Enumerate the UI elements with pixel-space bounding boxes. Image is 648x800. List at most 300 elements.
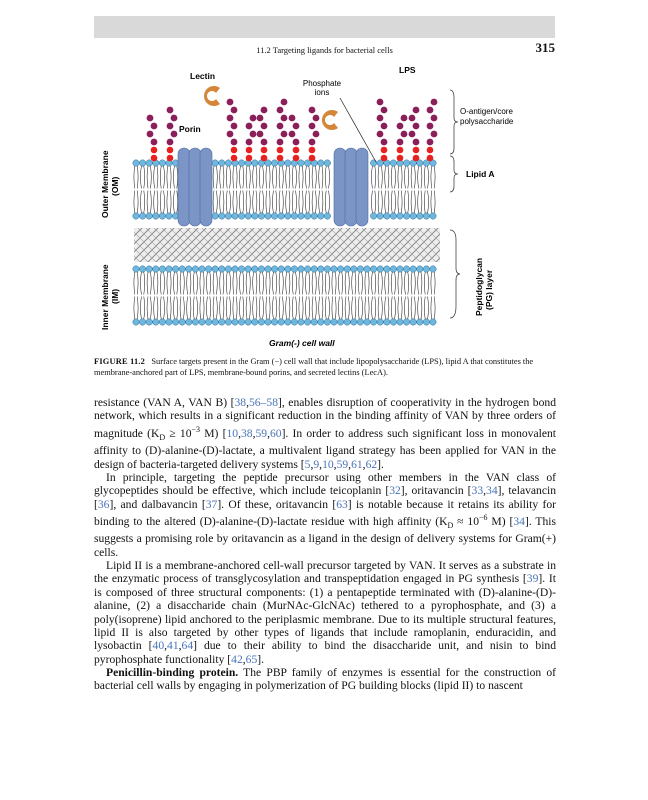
porin-barrel	[345, 148, 357, 226]
citation-link[interactable]: 37	[205, 497, 218, 511]
porin-barrel	[178, 148, 190, 226]
lipid-headgroup	[344, 266, 350, 272]
lipid-headgroup	[205, 319, 211, 325]
lipid-headgroup	[403, 266, 409, 272]
lipid-headgroup	[133, 266, 139, 272]
label-lectin: Lectin	[190, 71, 216, 81]
citation-link[interactable]: 59	[336, 457, 349, 471]
lipid-tail	[154, 297, 158, 320]
lectin-shape	[204, 86, 220, 106]
lipid-headgroup	[225, 160, 231, 166]
lipid-headgroup	[133, 319, 139, 325]
lipid-tail	[134, 191, 138, 214]
lipid-headgroup	[364, 266, 370, 272]
citation-link[interactable]: 41	[167, 639, 179, 653]
lipid-tail	[233, 191, 237, 214]
lipid-tail	[226, 272, 230, 295]
lps-sugar	[427, 139, 434, 146]
lps-sugar	[377, 99, 384, 106]
lipid-tail	[372, 272, 376, 295]
citation-link[interactable]: 39	[526, 572, 539, 586]
lipid-tail	[332, 297, 336, 320]
lipid-tail	[279, 272, 283, 295]
lipid-tail	[174, 191, 178, 214]
lipid-headgroup	[285, 266, 291, 272]
lipid-headgroup	[430, 213, 436, 219]
lps-sugar	[313, 115, 320, 122]
lipid-headgroup	[278, 266, 284, 272]
lipid-headgroup	[390, 319, 396, 325]
lipid-headgroup	[423, 213, 429, 219]
lipid-headgroup	[410, 319, 416, 325]
label-peptidoglycan: Peptidoglycan(PG) layer	[474, 257, 494, 316]
lps-sugar	[381, 123, 388, 130]
phosphate-group	[261, 147, 268, 154]
lipid-headgroup	[311, 213, 317, 219]
lps-sugar	[397, 123, 404, 130]
lipid-tail	[154, 191, 158, 214]
cell-wall-figure	[84, 62, 564, 354]
lps-sugar	[427, 123, 434, 130]
lipid-headgroup	[384, 213, 390, 219]
lipid-headgroup	[370, 160, 376, 166]
lipid-headgroup	[370, 319, 376, 325]
lps-sugar	[431, 99, 438, 106]
lipid-headgroup	[370, 213, 376, 219]
lipid-headgroup	[186, 266, 192, 272]
running-title: 11.2 Targeting ligands for bacterial cells	[256, 45, 393, 55]
porin-barrel	[356, 148, 368, 226]
lipid-headgroup	[318, 213, 324, 219]
lipid-headgroup	[337, 266, 343, 272]
phosphate-group	[231, 147, 238, 154]
lipid-headgroup	[146, 266, 152, 272]
lipid-headgroup	[252, 266, 258, 272]
lps-sugar	[381, 139, 388, 146]
citation-link[interactable]: 34	[513, 514, 525, 528]
lps-sugar	[401, 131, 408, 138]
lipid-tail	[266, 272, 270, 295]
citation-link[interactable]: 34	[486, 484, 498, 498]
lipid-tail	[226, 191, 230, 214]
lipid-tail	[398, 297, 402, 320]
lipid-tail	[405, 166, 409, 189]
lps-sugar	[281, 131, 288, 138]
lipid-tail	[246, 272, 250, 295]
lipid-tail	[431, 166, 435, 189]
body-paragraph: Lipid II is a membrane-anchored cell-wall precursor targeted by VAN. It serves as a substrate in the enzymatic process of transglycosylation and transpeptidation engaged in PG synthesis [39]. It is composed of three structural components: (1) a pentapeptide terminated with (D)-alanine-(D)-alanine, (2) a disaccharide chain (MurNAc-GlcNAc) tethered to a pyrophosphate, and (3) a poly(isoprene) lipid anchored to the periplasmic membrane. Due to its multiple structural features, lipid II is also targeted by other types of ligands that include ramoplanin, enduracidin, and lysobactin [40,41,64] due to their ability to bind the disaccharide unit, and nisin to bind pyrophosphate functionality [42,65].	[94, 559, 557, 666]
phosphate-group	[413, 147, 420, 154]
lipid-headgroup	[324, 213, 330, 219]
lipid-headgroup	[166, 266, 172, 272]
lipid-headgroup	[304, 266, 310, 272]
lps-sugar	[277, 107, 284, 114]
label-inner-membrane: Inner Membrane(IM)	[100, 264, 120, 330]
lipid-tail	[207, 297, 211, 320]
lipid-headgroup	[417, 319, 423, 325]
lipid-tail	[325, 297, 329, 320]
lps-sugar	[257, 115, 264, 122]
lipid-headgroup	[219, 319, 225, 325]
lipid-headgroup	[212, 213, 218, 219]
lipid-tail	[312, 272, 316, 295]
lps-sugar	[167, 139, 174, 146]
lps-sugar	[167, 123, 174, 130]
lipid-headgroup	[351, 266, 357, 272]
lipid-headgroup	[278, 319, 284, 325]
citation-link[interactable]: 9	[313, 457, 320, 471]
lipid-headgroup	[238, 160, 244, 166]
lipid-headgroup	[179, 319, 185, 325]
lipid-tail	[213, 297, 217, 320]
lps-sugar	[227, 115, 234, 122]
lipid-tail	[385, 191, 389, 214]
lps-sugar	[397, 139, 404, 146]
lipid-tail	[358, 272, 362, 295]
lps-sugar	[431, 115, 438, 122]
lps-sugar	[231, 107, 238, 114]
lipid-tail	[200, 272, 204, 295]
lipid-headgroup	[377, 266, 383, 272]
lipid-tail	[160, 297, 164, 320]
lipid-headgroup	[357, 266, 363, 272]
lps-sugar	[231, 123, 238, 130]
lipid-headgroup	[146, 160, 152, 166]
lipid-tail	[240, 272, 244, 295]
lipid-headgroup	[298, 319, 304, 325]
lipid-headgroup	[139, 160, 145, 166]
lipid-headgroup	[417, 266, 423, 272]
lps-sugar	[377, 115, 384, 122]
citation-link[interactable]: 65	[245, 652, 258, 666]
lps-sugar	[281, 115, 288, 122]
lipid-tail	[391, 191, 395, 214]
lipid-headgroup	[403, 160, 409, 166]
lps-sugar	[257, 131, 264, 138]
lipid-headgroup	[318, 319, 324, 325]
lipid-headgroup	[238, 266, 244, 272]
lps-sugar	[409, 115, 416, 122]
phosphate-group	[277, 147, 284, 154]
lipid-tail	[312, 191, 316, 214]
lipid-headgroup	[159, 319, 165, 325]
lipid-tail	[345, 272, 349, 295]
lipid-headgroup	[258, 319, 264, 325]
lipid-tail	[372, 166, 376, 189]
lipid-tail	[306, 272, 310, 295]
lipid-tail	[325, 191, 329, 214]
lps-sugar	[401, 115, 408, 122]
lipid-tail	[411, 272, 415, 295]
lipid-a-brace	[450, 156, 458, 192]
lipid-tail	[246, 166, 250, 189]
lipid-tail	[240, 191, 244, 214]
lipid-tail	[167, 297, 171, 320]
phosphate-group	[277, 155, 284, 162]
lipid-tail	[398, 166, 402, 189]
phosphate-group	[427, 155, 434, 162]
lipid-headgroup	[397, 266, 403, 272]
lipid-tail	[418, 272, 422, 295]
lipid-tail	[292, 166, 296, 189]
lps-sugar	[171, 115, 178, 122]
lipid-tail	[207, 272, 211, 295]
lipid-tail	[279, 297, 283, 320]
citation-link[interactable]: 40	[152, 639, 165, 653]
lipid-tail	[306, 297, 310, 320]
pg-brace	[450, 230, 460, 318]
phosphate-group	[413, 155, 420, 162]
lipid-tail	[424, 191, 428, 214]
caption-label: FIGURE 11.2	[94, 357, 146, 366]
lipid-tail	[365, 297, 369, 320]
lipid-tail	[306, 166, 310, 189]
lipid-tail	[233, 297, 237, 320]
lipid-tail	[259, 272, 263, 295]
lipid-tail	[273, 166, 277, 189]
lipid-tail	[147, 297, 151, 320]
citation-link[interactable]: 10	[322, 457, 334, 471]
citation-link[interactable]: 56–58	[249, 396, 278, 409]
lipid-headgroup	[397, 213, 403, 219]
lipid-tail	[279, 166, 283, 189]
lipid-tail	[147, 191, 151, 214]
citation-link[interactable]: 10	[226, 426, 239, 440]
lipid-headgroup	[285, 160, 291, 166]
lipid-tail	[299, 191, 303, 214]
lipid-tail	[378, 166, 382, 189]
lipid-tail	[220, 191, 224, 214]
lipid-headgroup	[232, 213, 238, 219]
lipid-headgroup	[430, 319, 436, 325]
lipid-tail	[253, 166, 257, 189]
lipid-tail	[167, 166, 171, 189]
lipid-tail	[345, 297, 349, 320]
lipid-tail	[180, 297, 184, 320]
lipid-headgroup	[192, 266, 198, 272]
lipid-headgroup	[166, 213, 172, 219]
lipid-tail	[339, 272, 343, 295]
lipid-tail	[339, 297, 343, 320]
citation-link[interactable]: 60	[269, 426, 282, 440]
phosphate-group	[427, 147, 434, 154]
lipid-headgroup	[205, 266, 211, 272]
lipid-headgroup	[225, 213, 231, 219]
lipid-tail	[372, 191, 376, 214]
citation-link[interactable]: 62	[365, 457, 378, 471]
lipid-headgroup	[298, 160, 304, 166]
lipid-tail	[286, 297, 290, 320]
lipid-headgroup	[291, 319, 297, 325]
lipid-headgroup	[212, 160, 218, 166]
lps-sugar	[167, 107, 174, 114]
citation-link[interactable]: 32	[389, 484, 401, 498]
lps-sugar	[309, 107, 316, 114]
citation-link[interactable]: 59	[255, 426, 268, 440]
lipid-headgroup	[225, 319, 231, 325]
lipid-headgroup	[159, 266, 165, 272]
lipid-tail	[200, 297, 204, 320]
lipid-headgroup	[265, 266, 271, 272]
lipid-headgroup	[403, 319, 409, 325]
phosphate-group	[151, 147, 158, 154]
lipid-tail	[405, 191, 409, 214]
lipid-tail	[398, 191, 402, 214]
lps-sugar	[261, 139, 268, 146]
lipid-headgroup	[153, 319, 159, 325]
lipid-headgroup	[337, 319, 343, 325]
lipid-headgroup	[298, 266, 304, 272]
lipid-tail	[286, 166, 290, 189]
lipid-tail	[391, 166, 395, 189]
phosphate-group	[397, 155, 404, 162]
lipid-headgroup	[357, 319, 363, 325]
lipid-headgroup	[271, 319, 277, 325]
lipid-headgroup	[311, 266, 317, 272]
lipid-headgroup	[225, 266, 231, 272]
lipid-tail	[273, 272, 277, 295]
lps-sugar	[309, 123, 316, 130]
lipid-tail	[233, 272, 237, 295]
lipid-headgroup	[146, 213, 152, 219]
lipid-tail	[226, 297, 230, 320]
lipid-headgroup	[344, 319, 350, 325]
caption-text: Surface targets present in the Gram (−) cell wall that include lipopolysaccharide (LPS), lipid A that constitutes the membrane-anchored part of LPS, membrane-bound porins, and secreted lectins (LecA).	[94, 357, 534, 377]
lipid-tail	[259, 297, 263, 320]
lipid-headgroup	[153, 213, 159, 219]
lipid-headgroup	[245, 213, 251, 219]
lps-sugar	[227, 99, 234, 106]
lipid-headgroup	[410, 266, 416, 272]
lipid-tail	[391, 297, 395, 320]
peptidoglycan-mesh	[134, 228, 440, 262]
citation-link[interactable]: 33	[471, 484, 484, 498]
lipid-tail	[160, 166, 164, 189]
lipid-tail	[319, 272, 323, 295]
lipid-tail	[306, 191, 310, 214]
lipid-headgroup	[331, 319, 337, 325]
lipid-headgroup	[238, 319, 244, 325]
lps-sugar	[151, 123, 158, 130]
lipid-headgroup	[139, 213, 145, 219]
lps-sugar	[293, 123, 300, 130]
label-porin: Porin	[179, 124, 201, 134]
body-paragraph: In principle, targeting the peptide precursor using other members in the VAN class of glycopeptides should be effective, which include teicoplanin [32], oritavancin [33,34], telavancin [36], and dalbavancin [37]. Of these, oritavancin [63] is notable because it retains its ability for binding to the altered (D)-alanine-(D)-lactate residue with high affinity ($K_D \approx 10^{-6}$ M) [34]. This suggests a promising role by oritavancin as a ligand in the design of delivery systems for Gram(+) cells.	[94, 470, 557, 559]
lipid-headgroup	[304, 213, 310, 219]
lps-sugar	[427, 107, 434, 114]
lipid-headgroup	[285, 213, 291, 219]
lps-sugar	[277, 123, 284, 130]
lipid-tail	[226, 166, 230, 189]
o-antigen-brace	[450, 90, 458, 154]
lipid-tail	[431, 272, 435, 295]
lipid-tail	[325, 166, 329, 189]
lipid-tail	[418, 297, 422, 320]
lipid-headgroup	[219, 213, 225, 219]
body-paragraph: resistance (VAN A, VAN B) [38,56–58], enables disruption of cooperativity in the hydrogen bond network, which results in a significant reduction in the binding affinity of VAN by three orders of magnitude ($K_D \ge 10^{-3}$ M) [10,38,59,60]. In order to address such significant loss in monovalent affinity to (D)-alanine-(D)-lactate, a multivalent ligand strategy has been applied for VAN in the design of bacteria-targeted delivery systems [5,9,10,59,61,62].	[94, 396, 556, 471]
lipid-tail	[378, 272, 382, 295]
lps-sugar	[289, 131, 296, 138]
lipid-headgroup	[423, 266, 429, 272]
porin-barrel	[334, 148, 346, 226]
citation-link[interactable]: 38	[234, 396, 247, 409]
lipid-tail	[405, 297, 409, 320]
lipid-tail	[253, 297, 257, 320]
lipid-headgroup	[304, 319, 310, 325]
lipid-headgroup	[324, 319, 330, 325]
lps-sugar	[246, 139, 253, 146]
phosphate-group	[309, 155, 316, 162]
citation-link[interactable]: 63	[336, 497, 348, 511]
lipid-tail	[147, 166, 151, 189]
lipid-headgroup	[212, 319, 218, 325]
lipid-headgroup	[291, 266, 297, 272]
citation-link[interactable]: 38	[240, 426, 253, 440]
page-number: 315	[535, 40, 555, 55]
citation-link[interactable]: 64	[181, 639, 194, 653]
inner-membrane-lipids	[133, 266, 436, 325]
lipid-tail	[352, 297, 356, 320]
citation-link[interactable]: 42	[231, 652, 243, 666]
citation-link[interactable]: 36	[97, 497, 110, 511]
lipid-tail	[418, 166, 422, 189]
body-paragraph: Penicillin-binding protein. The PBP family of enzymes is essential for the construction of bacterial cell walls by engaging in polymerization of PG building blocks (lipid II) to nascent	[94, 665, 556, 693]
lps-sugar	[261, 107, 268, 114]
lipid-tail	[266, 297, 270, 320]
lipid-tail	[180, 272, 184, 295]
lipid-headgroup	[159, 160, 165, 166]
lipid-tail	[220, 297, 224, 320]
lipid-tail	[240, 297, 244, 320]
citation-link[interactable]: 5	[304, 457, 311, 471]
lipid-headgroup	[271, 213, 277, 219]
lipid-tail	[233, 166, 237, 189]
lps-sugar	[151, 139, 158, 146]
lipid-tail	[312, 297, 316, 320]
label-lipid-a: Lipid A	[466, 169, 495, 179]
lipid-tail	[134, 272, 138, 295]
lipid-headgroup	[252, 160, 258, 166]
lipid-tail	[411, 191, 415, 214]
lipid-tail	[167, 272, 171, 295]
lipid-headgroup	[390, 266, 396, 272]
lipid-tail	[174, 297, 178, 320]
lipid-tail	[134, 166, 138, 189]
citation-link[interactable]: 61	[351, 457, 363, 471]
lipid-tail	[292, 297, 296, 320]
lipid-tail	[299, 297, 303, 320]
lipid-headgroup	[271, 160, 277, 166]
lipid-headgroup	[252, 213, 258, 219]
lps-sugar	[431, 131, 438, 138]
lipid-tail	[193, 272, 197, 295]
lps-sugar	[227, 131, 234, 138]
lipid-tail	[141, 191, 145, 214]
lipid-headgroup	[318, 160, 324, 166]
lps-sugar	[313, 131, 320, 138]
lipid-tail	[372, 297, 376, 320]
lipid-tail	[411, 297, 415, 320]
phosphate-group	[397, 147, 404, 154]
running-header	[94, 16, 555, 55]
lipid-headgroup	[324, 160, 330, 166]
lipid-tail	[273, 297, 277, 320]
phosphate-group	[246, 147, 253, 154]
lipid-headgroup	[331, 266, 337, 272]
label-outer-membrane: Outer Membrane(OM)	[100, 150, 120, 218]
lipid-tail	[418, 191, 422, 214]
phosphate-group	[167, 155, 174, 162]
